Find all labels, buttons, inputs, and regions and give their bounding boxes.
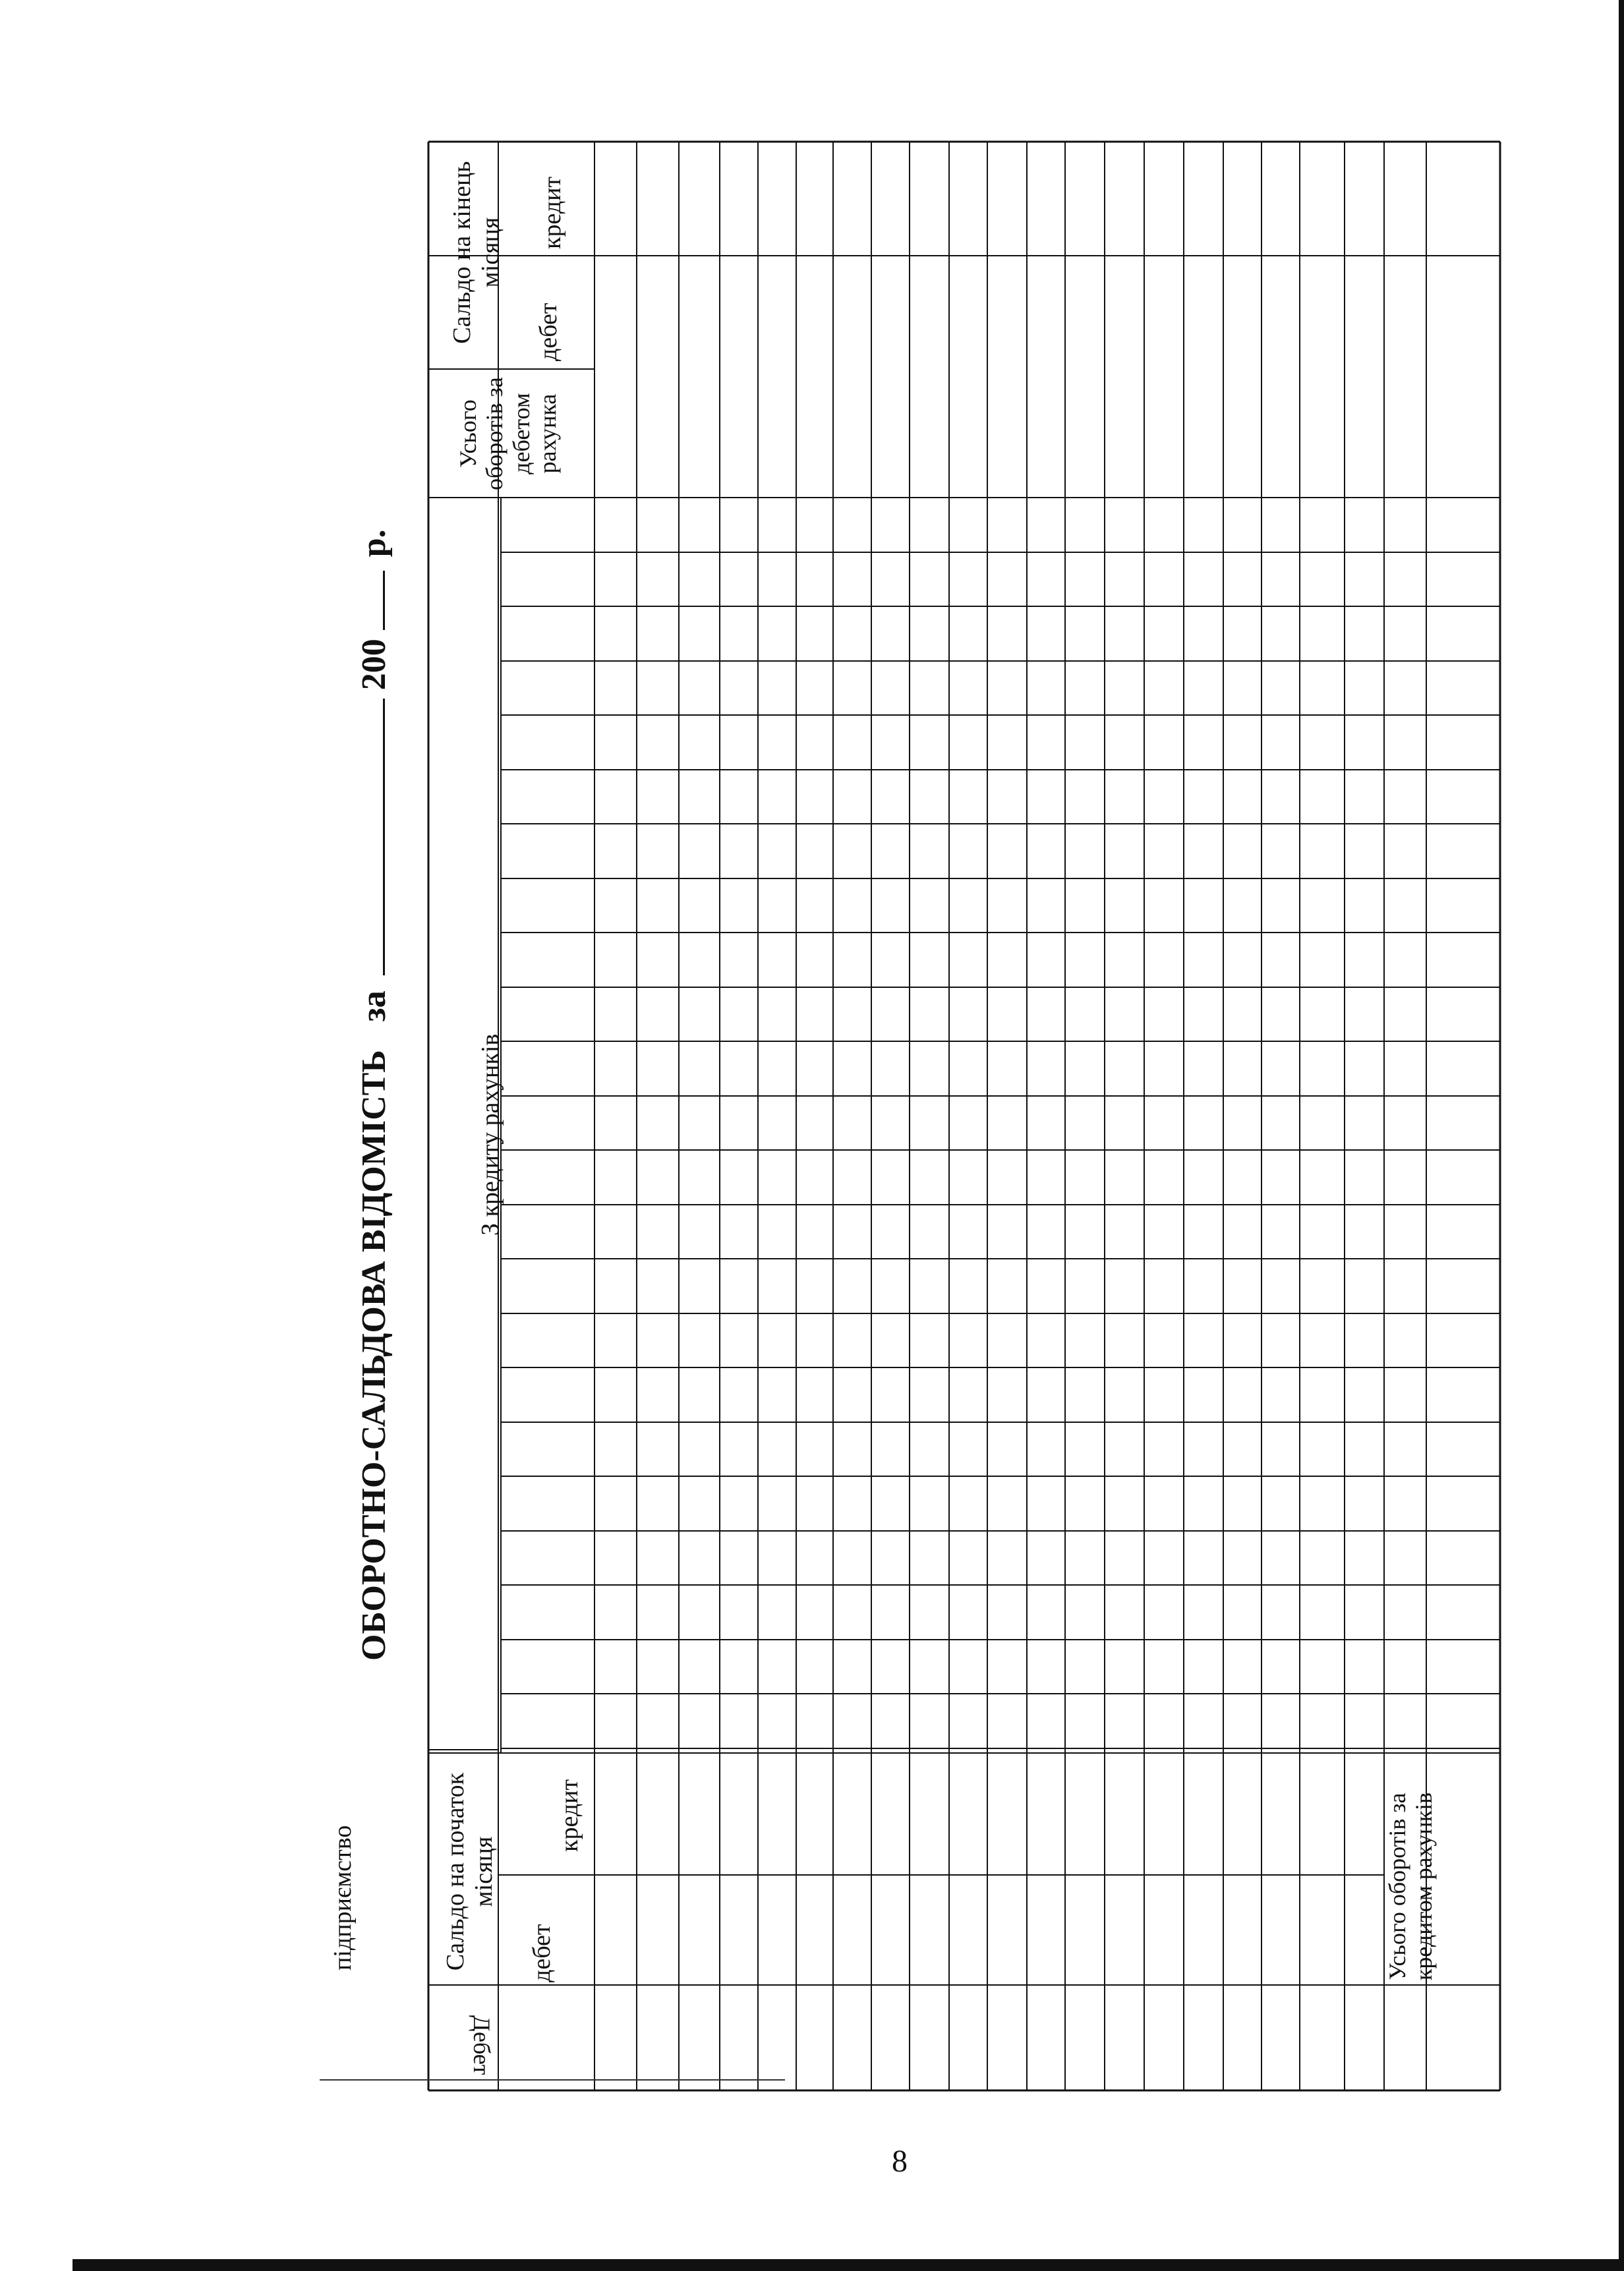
opening-balance-credit: кредит (556, 1779, 583, 1852)
opening-balance-debit: дебет (528, 1924, 556, 1982)
credit-accounts-header: З кредиту рахунків (477, 1033, 504, 1236)
enterprise-underline (320, 2079, 785, 2081)
page-number: 8 (892, 2144, 908, 2179)
scan-edge-right (1619, 0, 1624, 2271)
year-suffix: р. (355, 529, 393, 558)
opening-balance-header: Сальдо на початок місяця (442, 1772, 498, 1971)
closing-balance-debit: дебет (535, 302, 562, 361)
enterprise-label: підприємство (329, 1825, 357, 1970)
scan-edge-bottom (72, 2259, 1624, 2271)
page-title-text: ОБОРОТНО-САЛЬДОВА ВІДОМІСТЬ (355, 1050, 393, 1661)
debit-label: Дебет (469, 2015, 495, 2075)
for-word: за (355, 991, 393, 1022)
year-blank (357, 571, 385, 630)
year-prefix: 200 (355, 639, 393, 691)
closing-balance-header: Сальдо на кінець місяця (448, 161, 504, 344)
total-credit-turnover-label: Усього оборотів за кредитом рахунків (1384, 1792, 1437, 1981)
page-title (355, 529, 393, 1661)
month-blank (357, 699, 385, 975)
total-debit-turnover-header: Усього оборотів за дебетом рахунка (455, 377, 561, 490)
closing-balance-credit: кредит (538, 176, 566, 249)
